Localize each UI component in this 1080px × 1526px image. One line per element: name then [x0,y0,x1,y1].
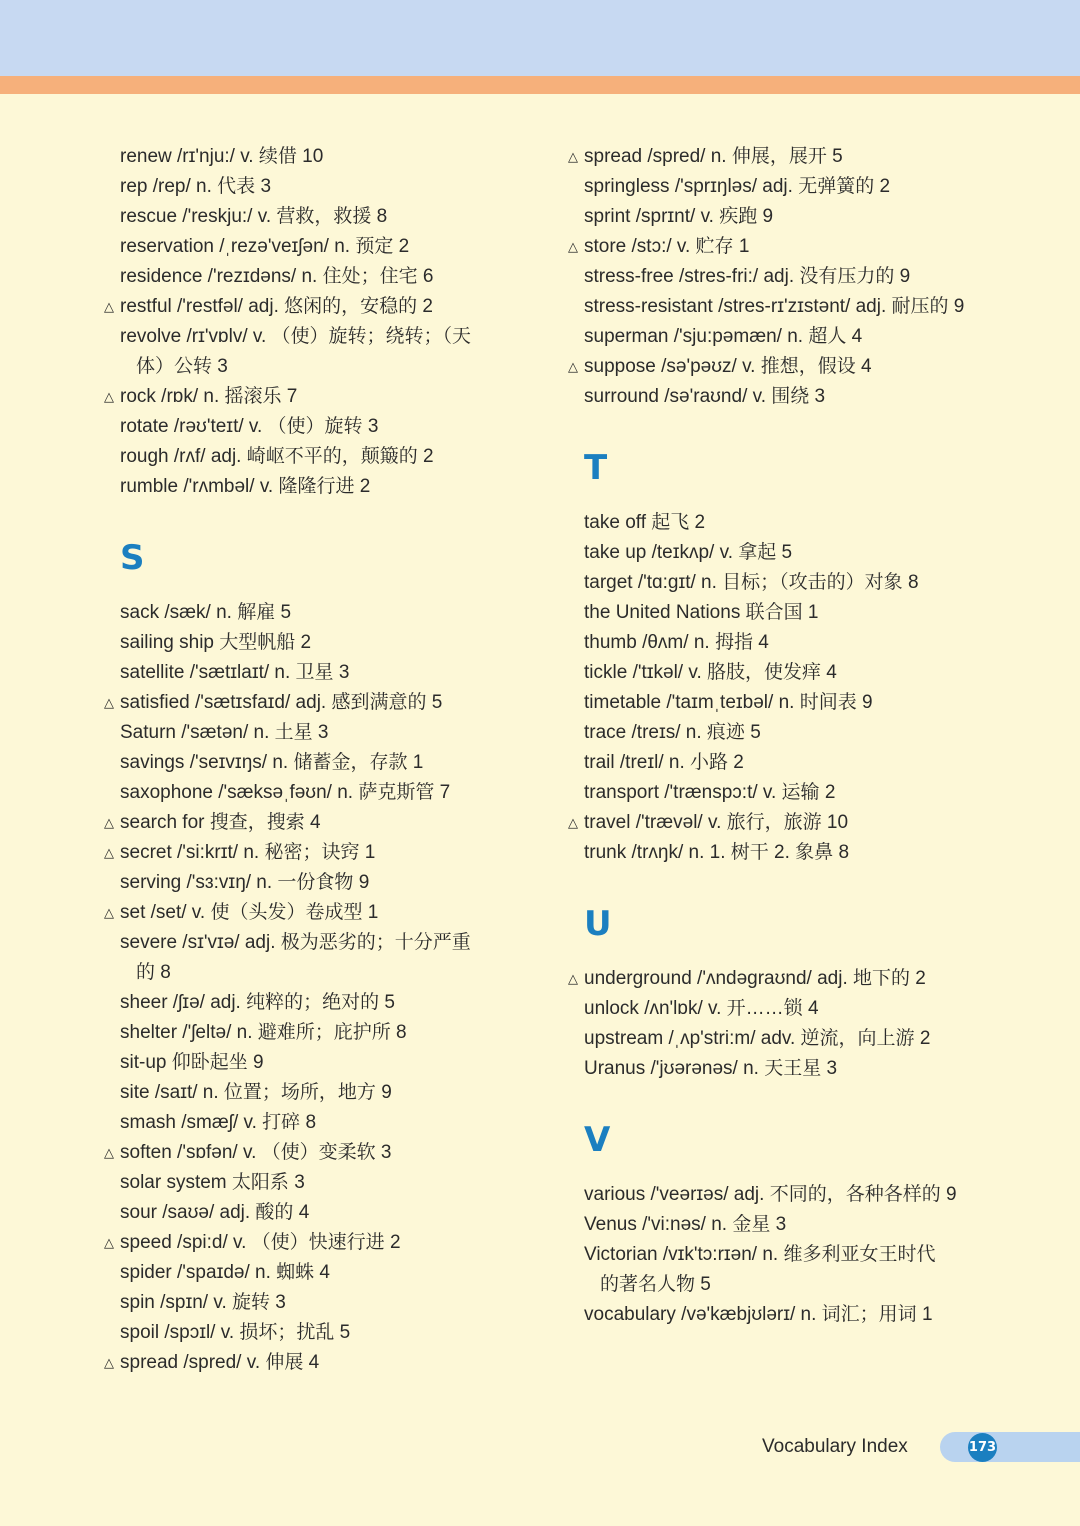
entry-text: smash /smæʃ/ v. 打碎 8 [120,1112,317,1133]
vocab-entry [104,442,524,472]
vocab-entry [104,988,524,1018]
vocab-entry [104,868,524,898]
vocab-entry [104,322,524,382]
vocab-entry [104,262,524,292]
vocab-entry [104,142,524,172]
vocab-entry [104,718,524,748]
left-column [104,142,524,1378]
entry-text: Saturn /'sætən/ n. 土星 3 [120,722,329,743]
entry-text: satisfied /'sætɪsfaɪd/ adj. 感到满意的 5 [120,692,443,713]
entry-text: tickle /'tɪkəl/ v. 胳肢，使发痒 4 [584,662,837,683]
vocab-entry [568,538,988,568]
vocab-entry [568,994,988,1024]
entry-text: rock /rɒk/ n. 摇滚乐 7 [120,386,298,407]
vocab-entry [568,172,988,202]
vocab-entry [104,1318,524,1348]
vocab-entry [568,808,988,838]
vocab-entry [568,1210,988,1240]
header-stripe [0,76,1080,94]
entry-text: rescue /'reskju:/ v. 营救，救援 8 [120,206,388,227]
entry-text: springless /'sprɪŋləs/ adj. 无弹簧的 2 [584,176,891,197]
entry-text: soften /'sɒfən/ v. （使）变柔软 3 [120,1142,392,1163]
entry-text: revolve /rɪ'vɒlv/ v. （使）旋转；绕转；（天 [120,326,472,347]
entry-text: rumble /'rʌmbəl/ v. 隆隆行进 2 [120,476,371,497]
entry-text: rep /rep/ n. 代表 3 [120,176,272,197]
vocab-entry [104,778,524,808]
header-band [0,0,1080,76]
triangle-marker-icon: △ [568,149,578,164]
entry-text: sheer /ʃɪə/ adj. 纯粹的；绝对的 5 [120,992,395,1013]
vocab-entry [104,1198,524,1228]
entry-text: sour /saʊə/ adj. 酸的 4 [120,1202,310,1223]
vocab-entry [568,382,988,412]
entry-text: shelter /'ʃeltə/ n. 避难所；庇护所 8 [120,1022,407,1043]
entry-text: Venus /'vi:nəs/ n. 金星 3 [584,1214,787,1235]
entry-text: take up /teɪkʌp/ v. 拿起 5 [584,542,793,563]
vocab-entry [104,292,524,322]
vocab-entry [568,232,988,262]
vocab-entry [104,808,524,838]
entry-text: renew /rɪ'nju:/ v. 续借 10 [120,146,324,167]
vocab-entry [104,838,524,868]
vocab-entry [104,1138,524,1168]
vocab-entry [568,352,988,382]
vocab-entry [568,1240,988,1300]
vocab-entry [568,292,988,322]
triangle-marker-icon: △ [104,845,114,860]
entry-text: the United Nations 联合国 1 [584,602,819,623]
vocab-entry [104,748,524,778]
entry-text: spoil /spɔɪl/ v. 损坏；扰乱 5 [120,1322,351,1343]
entry-text: spread /spred/ v. 伸展 4 [120,1352,320,1373]
entry-text: sack /sæk/ n. 解雇 5 [120,602,292,623]
triangle-marker-icon: △ [104,815,114,830]
entry-text: take off 起飞 2 [584,512,706,533]
triangle-marker-icon: △ [104,695,114,710]
entry-text: residence /'rezɪdəns/ n. 住处；住宅 6 [120,266,434,287]
vocab-entry [104,172,524,202]
vocab-entry [568,142,988,172]
vocab-entry [104,628,524,658]
entry-text: sit-up 仰卧起坐 9 [120,1052,264,1073]
entry-text: target /'tɑ:gɪt/ n. 目标；（攻击的）对象 8 [584,572,919,593]
vocab-entry [568,688,988,718]
triangle-marker-icon: △ [568,815,578,830]
entry-text: serving /'sɜ:vɪŋ/ n. 一份食物 9 [120,872,370,893]
entry-continuation: 的著名人物 5 [600,1274,711,1295]
entry-text: store /stɔ:/ v. 贮存 1 [584,236,750,257]
vocab-entry [568,748,988,778]
entry-text: thumb /θʌm/ n. 拇指 4 [584,632,769,653]
entry-text: trail /treɪl/ n. 小路 2 [584,752,744,773]
footer-label: Vocabulary Index [762,1436,908,1457]
vocab-entry [104,1018,524,1048]
vocab-entry [104,412,524,442]
vocab-entry [104,898,524,928]
vocab-entry [568,568,988,598]
entry-text: transport /'trænspɔ:t/ v. 运输 2 [584,782,836,803]
vocab-entry [104,382,524,412]
page-number-badge: 173 [968,1433,997,1462]
entry-text: restful /'restfəl/ adj. 悠闲的，安稳的 2 [120,296,433,317]
triangle-marker-icon: △ [568,971,578,986]
entry-text: spread /spred/ n. 伸展，展开 5 [584,146,843,167]
entry-text: reservation /ˌrezə'veɪʃən/ n. 预定 2 [120,236,410,257]
section-letter-u: U [584,904,612,944]
entry-text: unlock /ʌn'lɒk/ v. 开……锁 4 [584,998,819,1019]
entry-text: travel /'trævəl/ v. 旅行，旅游 10 [584,812,849,833]
triangle-marker-icon: △ [104,1355,114,1370]
vocab-entry [568,1054,988,1084]
entry-text: severe /sɪ'vɪə/ adj. 极为恶劣的；十分严重 [120,932,471,953]
vocab-entry [568,202,988,232]
entry-text: rough /rʌf/ adj. 崎岖不平的，颠簸的 2 [120,446,434,467]
vocab-entry [104,1078,524,1108]
entry-text: surround /sə'raʊnd/ v. 围绕 3 [584,386,826,407]
entry-text: Uranus /'jʊərənəs/ n. 天王星 3 [584,1058,838,1079]
entry-text: various /'veərɪəs/ adj. 不同的，各种各样的 9 [584,1184,957,1205]
vocab-entry [568,658,988,688]
vocab-entry [104,688,524,718]
vocab-entry [104,1108,524,1138]
entry-text: speed /spi:d/ v. （使）快速行进 2 [120,1232,401,1253]
entry-text: set /set/ v. 使（头发）卷成型 1 [120,902,379,923]
vocab-entry [568,262,988,292]
vocab-entry [568,1024,988,1054]
entry-text: rotate /rəʊ'teɪt/ v. （使）旋转 3 [120,416,379,437]
vocab-entry [568,718,988,748]
entry-text: underground /'ʌndəgraʊnd/ adj. 地下的 2 [584,968,926,989]
section-letter-t: T [584,448,608,488]
vocab-entry [104,598,524,628]
entry-text: sailing ship 大型帆船 2 [120,632,312,653]
vocab-entry [568,1180,988,1210]
entry-text: upstream /ˌʌp'stri:m/ adv. 逆流，向上游 2 [584,1028,931,1049]
vocab-entry [104,1258,524,1288]
triangle-marker-icon: △ [104,905,114,920]
vocab-entry [104,202,524,232]
entry-text: superman /'sju:pəmæn/ n. 超人 4 [584,326,863,347]
vocab-entry [568,508,988,538]
entry-text: satellite /'sætɪlaɪt/ n. 卫星 3 [120,662,350,683]
right-column [568,142,988,1330]
vocab-entry [568,964,988,994]
vocab-entry [104,658,524,688]
vocab-entry [568,322,988,352]
entry-text: timetable /'taɪmˌteɪbəl/ n. 时间表 9 [584,692,873,713]
entry-text: saxophone /'sæksəˌfəʊn/ n. 萨克斯管 7 [120,782,451,803]
vocab-entry [104,232,524,262]
vocab-entry [104,1348,524,1378]
section-letter-v: V [584,1120,611,1160]
vocab-entry [104,928,524,988]
entry-text: spin /spɪn/ v. 旋转 3 [120,1292,286,1313]
triangle-marker-icon: △ [104,1145,114,1160]
vocab-entry [568,838,988,868]
vocab-entry [104,1048,524,1078]
triangle-marker-icon: △ [568,239,578,254]
vocab-entry [568,778,988,808]
triangle-marker-icon: △ [104,389,114,404]
entry-text: savings /'seɪvɪŋs/ n. 储蓄金，存款 1 [120,752,424,773]
vocab-entry [104,472,524,502]
triangle-marker-icon: △ [568,359,578,374]
page-tab [940,1432,1080,1462]
vocab-entry [104,1228,524,1258]
entry-text: stress-resistant /stres-rɪ'zɪstənt/ adj. 耐压的 9 [584,296,965,317]
vocab-entry [568,1300,988,1330]
vocab-entry [568,628,988,658]
entry-text: spider /'spaɪdə/ n. 蜘蛛 4 [120,1262,330,1283]
section-letter-s: S [120,538,145,578]
vocab-entry [104,1288,524,1318]
entry-text: Victorian /vɪk'tɔ:rɪən/ n. 维多利亚女王时代 [584,1244,936,1265]
entry-text: vocabulary /və'kæbjʊlərɪ/ n. 词汇；用词 1 [584,1304,933,1325]
entry-text: suppose /sə'pəʊz/ v. 推想，假设 4 [584,356,872,377]
entry-text: search for 搜查，搜索 4 [120,812,321,833]
triangle-marker-icon: △ [104,1235,114,1250]
entry-text: stress-free /stres-fri:/ adj. 没有压力的 9 [584,266,911,287]
entry-text: sprint /sprɪnt/ v. 疾跑 9 [584,206,774,227]
entry-text: site /saɪt/ n. 位置；场所，地方 9 [120,1082,392,1103]
entry-continuation: 体）公转 3 [136,356,228,377]
entry-text: solar system 太阳系 3 [120,1172,305,1193]
triangle-marker-icon: △ [104,299,114,314]
vocab-entry [104,1168,524,1198]
vocab-entry [568,598,988,628]
entry-text: trace /treɪs/ n. 痕迹 5 [584,722,761,743]
entry-text: trunk /trʌŋk/ n. 1. 树干 2. 象鼻 8 [584,842,850,863]
entry-continuation: 的 8 [136,962,171,983]
entry-text: secret /'si:krɪt/ n. 秘密；诀窍 1 [120,842,376,863]
